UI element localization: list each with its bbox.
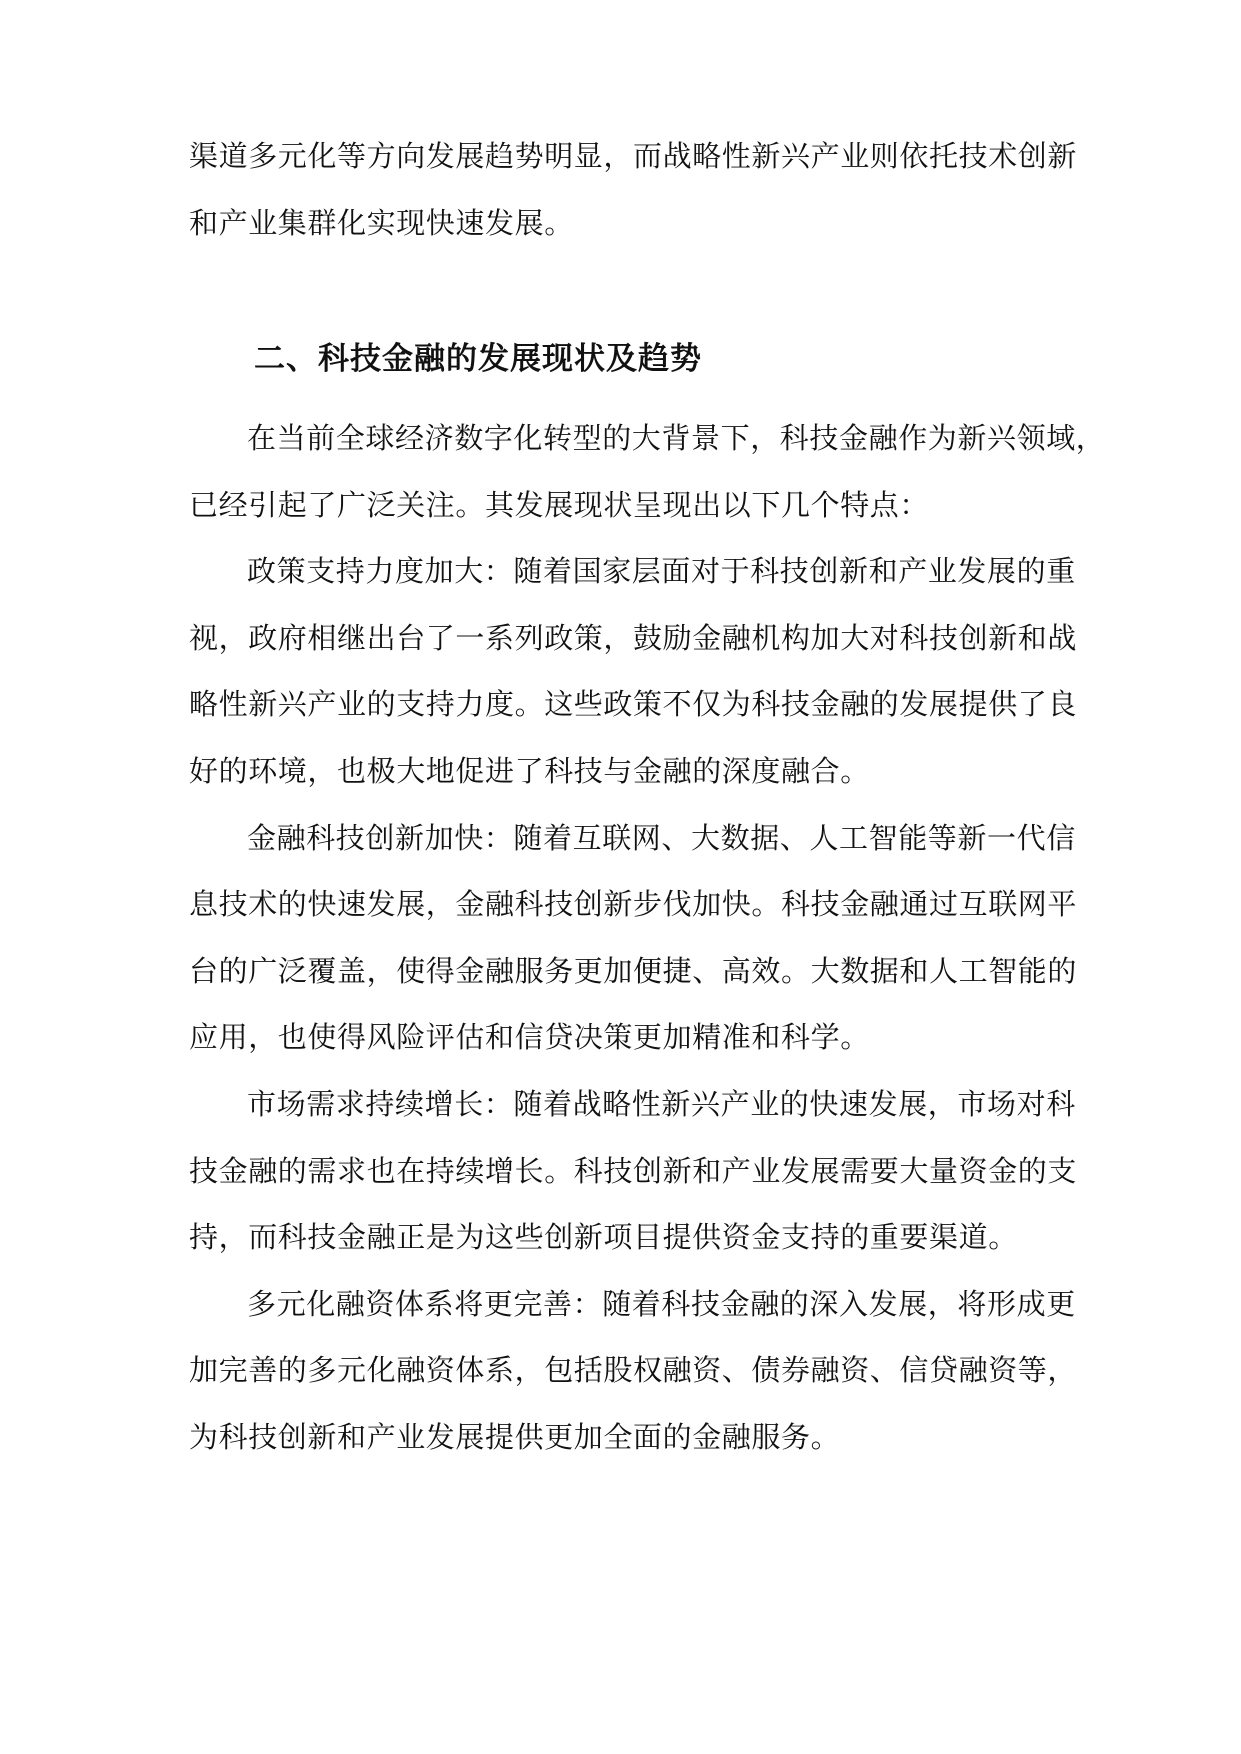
paragraph-line: 在当前全球经济数字化转型的大背景下，科技金融作为新兴领域， <box>247 421 1106 455</box>
intro-line-2: 和产业集群化实现快速发展。 <box>189 206 574 240</box>
paragraph-line: 为科技创新和产业发展提供更加全面的金融服务。 <box>189 1420 841 1454</box>
paragraph-line: 息技术的快速发展，金融科技创新步伐加快。科技金融通过互联网平 <box>189 887 1078 921</box>
paragraph-line: 好的环境，也极大地促进了科技与金融的深度融合。 <box>189 754 870 788</box>
paragraph-line: 多元化融资体系将更完善：随着科技金融的深入发展，将形成更 <box>247 1287 1076 1321</box>
paragraph-line: 已经引起了广泛关注。其发展现状呈现出以下几个特点： <box>189 488 930 522</box>
paragraph-line: 视，政府相继出台了一系列政策，鼓励金融机构加大对科技创新和战 <box>189 621 1078 655</box>
paragraph-line: 加完善的多元化融资体系，包括股权融资、债券融资、信贷融资等， <box>189 1353 1078 1387</box>
paragraph-line: 持，而科技金融正是为这些创新项目提供资金支持的重要渠道。 <box>189 1220 1018 1254</box>
paragraph-line: 政策支持力度加大：随着国家层面对于科技创新和产业发展的重 <box>247 554 1076 588</box>
section-heading: 二、科技金融的发展现状及趋势 <box>254 341 702 377</box>
paragraph-line: 市场需求持续增长：随着战略性新兴产业的快速发展，市场对科 <box>247 1087 1076 1121</box>
intro-line-1: 渠道多元化等方向发展趋势明显，而战略性新兴产业则依托技术创新 <box>189 139 1078 173</box>
paragraph-line: 金融科技创新加快：随着互联网、大数据、人工智能等新一代信 <box>247 821 1076 855</box>
paragraph-line: 技金融的需求也在持续增长。科技创新和产业发展需要大量资金的支 <box>189 1154 1078 1188</box>
paragraph-line: 台的广泛覆盖，使得金融服务更加便捷、高效。大数据和人工智能的 <box>189 954 1078 988</box>
paragraph-line: 应用，也使得风险评估和信贷决策更加精准和科学。 <box>189 1020 870 1054</box>
paragraph-line: 略性新兴产业的支持力度。这些政策不仅为科技金融的发展提供了良 <box>189 687 1078 721</box>
